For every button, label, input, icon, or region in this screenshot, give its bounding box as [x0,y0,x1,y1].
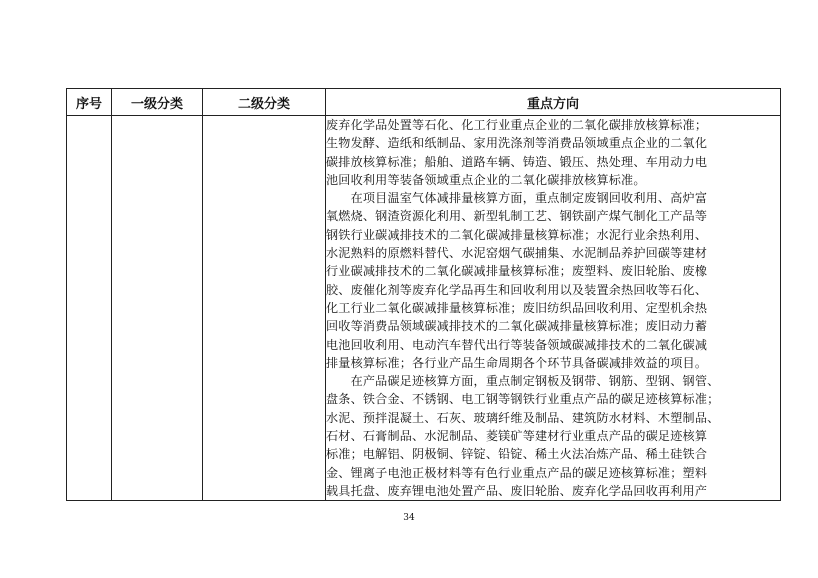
text-line: 行业碳减排技术的二氧化碳减排量核算标准；废塑料、废旧轮胎、废橡 [326,264,708,279]
page-number: 34 [403,513,415,523]
text-line: 金、锂离子电池正极材料等有色行业重点产品的碳足迹核算标准；塑料 [326,465,708,480]
header-level1-category: 一级分类 [112,89,203,116]
text-line: 水泥、预拌混凝土、石灰、玻璃纤维及制品、建筑防水材料、木塑制品、 [326,410,720,425]
header-key-direction: 重点方向 [326,89,781,116]
text-line: 池回收利用等装备领域重点企业的二氧化碳排放核算标准。 [326,172,646,187]
text-line: 水泥熟料的原燃料替代、水泥窑烟气碳捕集、水泥制品养护回碳等建材 [326,246,708,261]
table-row [67,116,781,501]
text-line: 回收等消费品领域碳减排技术的二氧化碳减排量核算标准；废旧动力蓄 [326,319,708,334]
text-line: 化工行业二氧化碳减排量核算标准；废旧纺织品回收利用、定型机余热 [326,300,708,315]
text-line: 氧燃烧、钢渣资源化利用、新型轧制工艺、钢铁副产煤气制化工产品等 [326,209,708,224]
header-level2-category: 二级分类 [203,89,326,116]
text-line: 在产品碳足迹核算方面，重点制定钢板及钢带、钢筋、型钢、钢管、 [326,374,720,389]
key-direction-text [326,116,780,500]
text-line: 在项目温室气体减排量核算方面，重点制定废钢回收利用、高炉富 [326,191,708,206]
text-line: 盘条、铁合金、不锈钢、电工钢等钢铁行业重点产品的碳足迹核算标准； [326,392,720,407]
text-line: 载具托盘、废弃锂电池处置产品、废旧轮胎、废弃化学品回收再利用产 [326,483,708,498]
table-header-row [67,89,781,116]
cell-level2-category [203,116,326,501]
text-line: 胶、废催化剂等废弃化学品再生和回收利用以及装置余热回收等石化、 [326,282,708,297]
text-line: 标准；电解铝、阴极铜、锌锭、铅锭、稀土火法冶炼产品、稀土硅铁合 [326,447,708,462]
header-seq: 序号 [67,89,112,116]
text-line: 石材、石膏制品、水泥制品、菱镁矿等建材行业重点产品的碳足迹核算 [326,429,708,444]
text-line: 废弃化学品处置等石化、化工行业重点企业的二氧化碳排放核算标准； [326,118,708,132]
text-line: 电池回收利用、电动汽车替代出行等装备领域碳减排技术的二氧化碳减 [326,337,708,352]
cell-level1-category [112,116,203,501]
text-line: 钢铁行业碳减排技术的二氧化碳减排量核算标准；水泥行业余热利用、 [326,227,708,242]
cell-key-direction [326,116,781,501]
cell-seq [67,116,112,501]
text-line: 排量核算标准；各行业产品生命周期各个环节具备碳减排效益的项目。 [326,355,708,370]
text-line: 生物发酵、造纸和纸制品、家用洗涤剂等消费品领域重点企业的二氧化 [326,136,708,151]
text-line: 碳排放核算标准；船舶、道路车辆、铸造、锻压、热处理、车用动力电 [326,154,708,169]
standards-table [66,88,781,501]
